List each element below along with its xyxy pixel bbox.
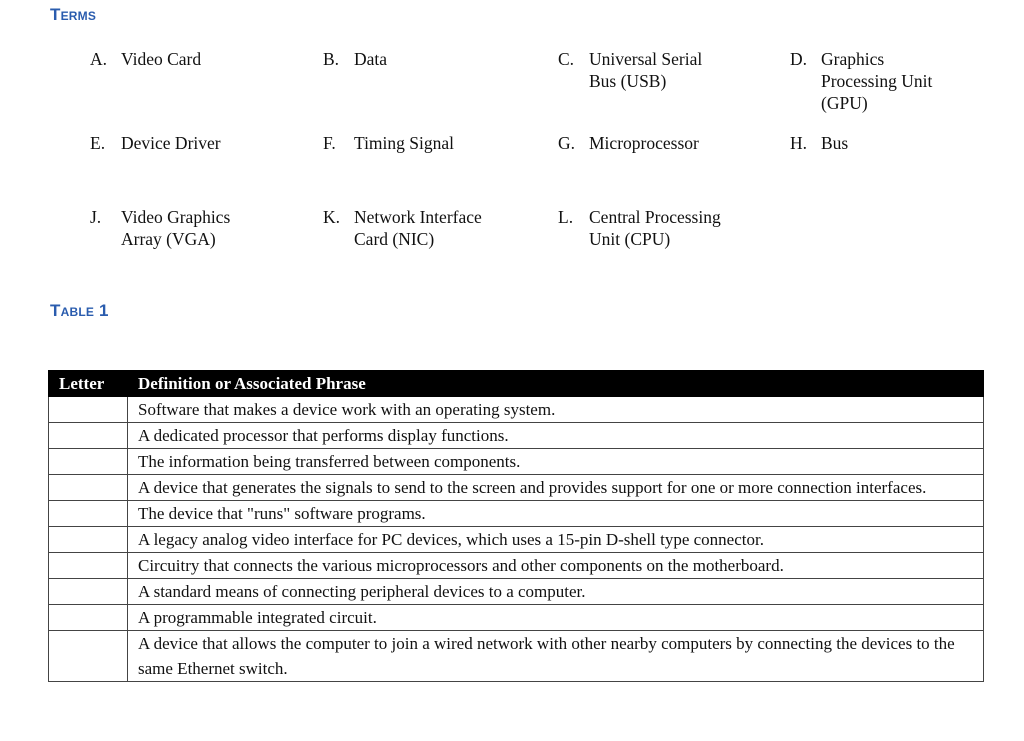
table-row bbox=[49, 397, 984, 423]
term-letter: G. bbox=[558, 133, 576, 153]
table-row bbox=[49, 449, 984, 475]
letter-answer-cell[interactable] bbox=[49, 553, 128, 579]
definition-cell: The device that "runs" software programs. bbox=[128, 501, 984, 527]
table-row bbox=[49, 605, 984, 631]
term-letter: L. bbox=[558, 207, 574, 227]
table-row bbox=[49, 579, 984, 605]
term-text: Video Graphics Array (VGA) bbox=[121, 207, 231, 249]
letter-answer-cell[interactable] bbox=[49, 605, 128, 631]
term-letter: C. bbox=[558, 49, 575, 69]
term-text: Video Card bbox=[121, 49, 202, 69]
definition-cell: A device that generates the signals to send to the screen and provides support for one or more connection interfaces. bbox=[128, 475, 984, 501]
letter-answer-cell[interactable] bbox=[49, 527, 128, 553]
table-heading: Table 1 bbox=[50, 301, 109, 320]
letter-answer-cell[interactable] bbox=[49, 423, 128, 449]
term-letter: F. bbox=[323, 133, 336, 153]
definitions-table bbox=[48, 370, 984, 682]
letter-answer-cell[interactable] bbox=[49, 449, 128, 475]
letter-answer-cell[interactable] bbox=[49, 475, 128, 501]
term-letter: D. bbox=[790, 49, 808, 69]
term-text: Device Driver bbox=[121, 133, 221, 153]
table-row bbox=[49, 631, 984, 682]
definition-cell: The information being transferred between components. bbox=[128, 449, 984, 475]
term-text: Graphics Processing Unit (GPU) bbox=[821, 49, 933, 113]
table-row bbox=[49, 527, 984, 553]
definition-cell: Circuitry that connects the various microprocessors and other components on the motherboard. bbox=[128, 553, 984, 579]
term-text: Central Processing Unit (CPU) bbox=[589, 207, 721, 249]
definition-cell: A device that allows the computer to join a wired network with other nearby computers by connecting the devices to the same Ethernet switch. bbox=[128, 631, 984, 682]
terms-heading: Terms bbox=[50, 5, 97, 24]
definition-cell: A dedicated processor that performs display functions. bbox=[128, 423, 984, 449]
letter-answer-cell[interactable] bbox=[49, 397, 128, 423]
letter-answer-cell[interactable] bbox=[49, 579, 128, 605]
table-row bbox=[49, 501, 984, 527]
definition-cell: Software that makes a device work with an operating system. bbox=[128, 397, 984, 423]
term-letter: E. bbox=[90, 133, 106, 153]
definition-cell: A programmable integrated circuit. bbox=[128, 605, 984, 631]
term-letter: H. bbox=[790, 133, 808, 153]
letter-column-header: Letter bbox=[49, 371, 128, 397]
definition-cell: A legacy analog video interface for PC devices, which uses a 15-pin D-shell type connector. bbox=[128, 527, 984, 553]
letter-answer-cell[interactable] bbox=[49, 501, 128, 527]
term-letter: J. bbox=[90, 207, 102, 227]
term-text: Network Interface Card (NIC) bbox=[354, 207, 482, 249]
table-row bbox=[49, 475, 984, 501]
term-text: Microprocessor bbox=[589, 133, 699, 153]
term-text: Bus bbox=[821, 133, 849, 153]
term-letter: B. bbox=[323, 49, 340, 69]
term-text: Data bbox=[354, 49, 388, 69]
definition-cell: A standard means of connecting peripheral devices to a computer. bbox=[128, 579, 984, 605]
term-letter: A. bbox=[90, 49, 108, 69]
term-text: Timing Signal bbox=[354, 133, 455, 153]
letter-answer-cell[interactable] bbox=[49, 631, 128, 682]
term-text: Universal Serial Bus (USB) bbox=[589, 49, 703, 91]
table-row bbox=[49, 423, 984, 449]
term-letter: K. bbox=[323, 207, 341, 227]
definition-column-header: Definition or Associated Phrase bbox=[128, 371, 984, 397]
table-header-row bbox=[49, 371, 984, 397]
table-row bbox=[49, 553, 984, 579]
